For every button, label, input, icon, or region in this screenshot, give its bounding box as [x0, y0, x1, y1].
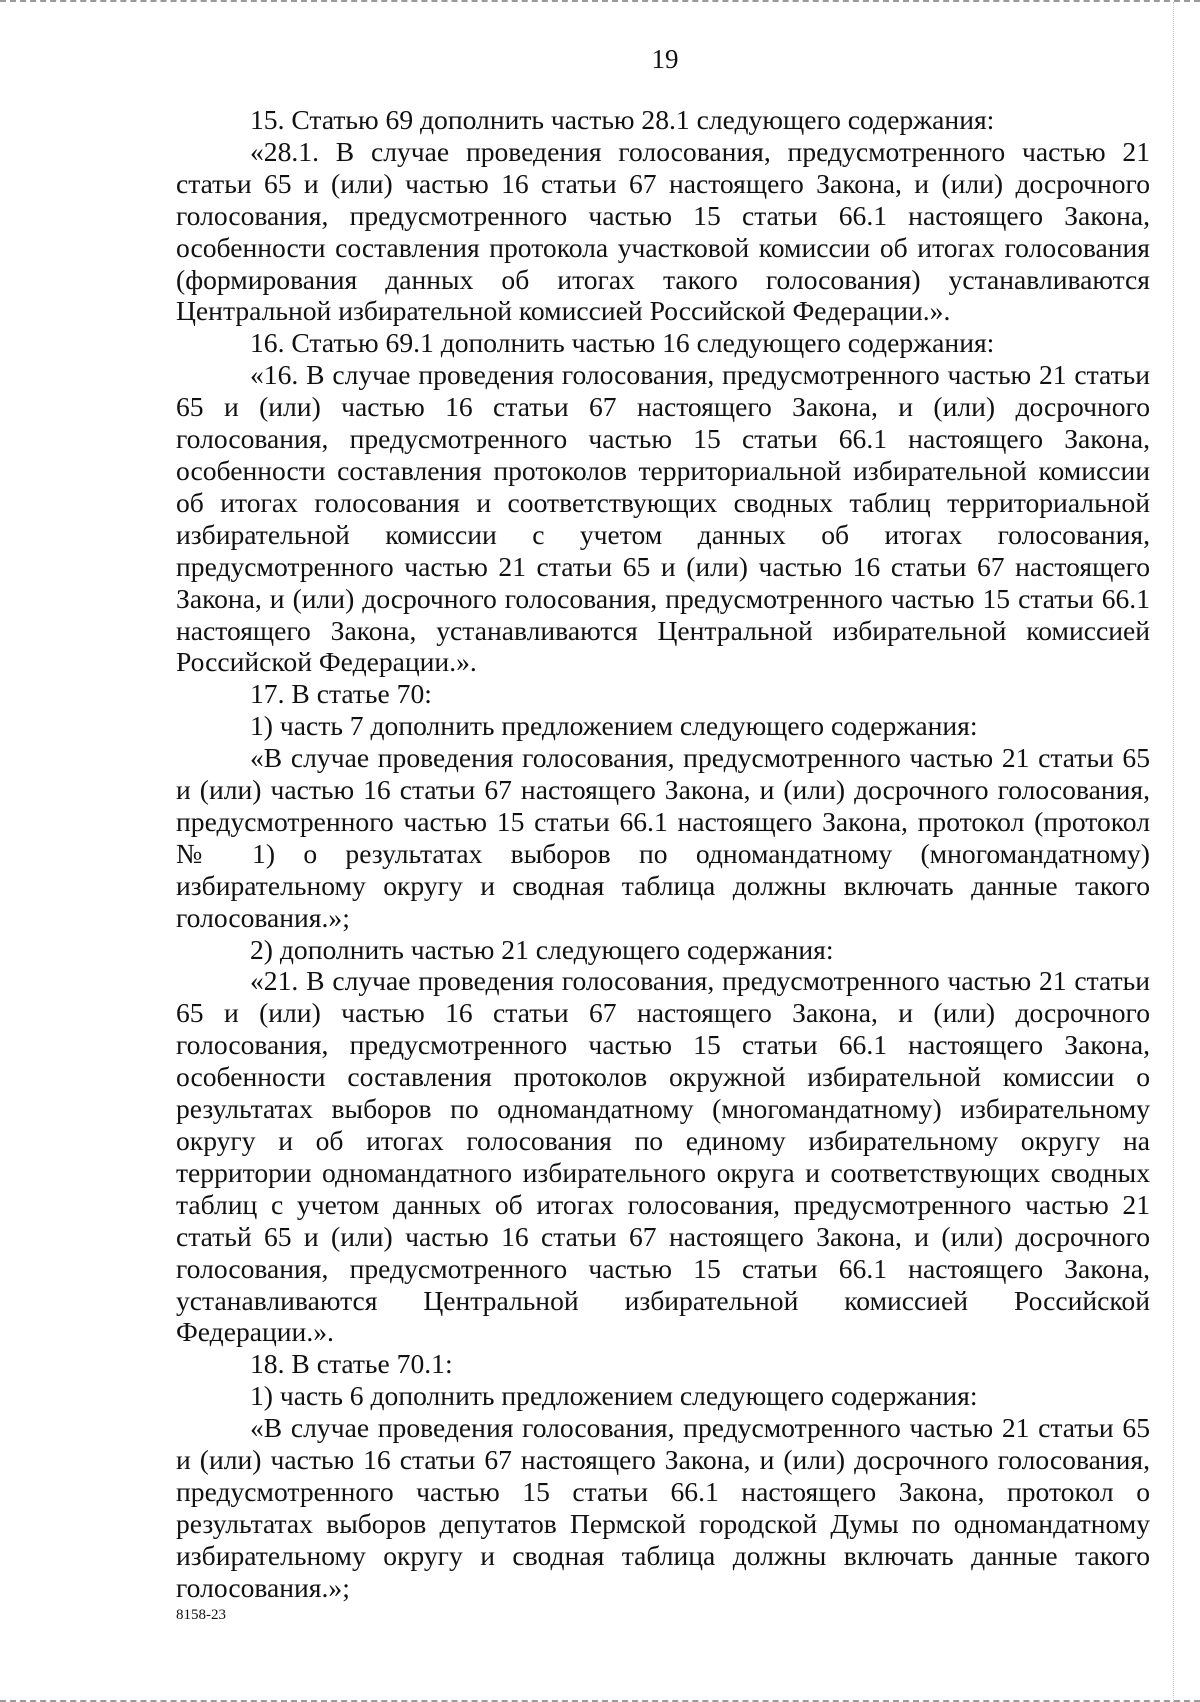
paragraph-quote-21: «21. В случае проведения голосования, предусмотренного частью 21 статьи 65 и (или) частью 16 статьи 67 настоящего Закона, и (или) досрочного голосования, предусмотренного частью 15 статьи 66.1 настоящего Закона, особенности составления протоколов окружной избирательной комиссии о результатах выборов по одномандатному (многомандатному) избирательному округу и об итогах голосования по единому избирательному округу на территории одномандатного избирательного округа и соответствующих сводных таблиц с учетом данных об итогах голосования, предусмотренного частью 21 статьй 65 и (или) частью 16 статьи 67 настоящего Закона, и (или) досрочного голосования, предусмотренного частью 15 статьи 66.1 настоящего Закона, устанавливаются Центральной избирательной комиссией Российской Федерации.».	[176, 965, 1150, 1348]
paragraph-item-18: 18. В статье 70.1:	[250, 1348, 453, 1380]
paragraph-quote-28-1: «28.1. В случае проведения голосования, предусмотренного частью 21 статьи 65 и (или) частью 16 статьи 67 настоящего Закона, и (или) досрочного голосования, предусмотренного частью 15 статьи 66.1 настоящего Закона, особенности составления протокола участковой комиссии об итогах голосования (формирования данных об итогах такого голосования) устанавливаются Центральной избирательной комиссией Российской Федерации.».	[176, 135, 1150, 327]
paragraph-subitem-18-1: 1) часть 6 дополнить предложением следующего содержания:	[250, 1380, 978, 1412]
document-body	[176, 104, 1150, 1604]
paragraph-item-17: 17. В статье 70:	[250, 678, 432, 710]
document-code: 8158-23	[176, 1607, 226, 1623]
paragraph-item-15: 15. Статью 69 дополнить частью 28.1 следующего содержания:	[250, 104, 995, 135]
paragraph-subitem-17-1: 1) часть 7 дополнить предложением следующего содержания:	[250, 710, 978, 742]
paragraph-quote-17-1: «В случае проведения голосования, предусмотренного частью 21 статьи 65 и (или) частью 16 статьи 67 настоящего Закона, и (или) досрочного голосования, предусмотренного частью 15 статьи 66.1 настоящего Закона, протокол (протокол № 1) о результатах выборов по одномандатному (многомандатному) избирательному округу и сводная таблица должны включать данные такого голосования.»;	[176, 742, 1150, 933]
page-number: 19	[651, 44, 679, 74]
scan-edge-line	[1173, 2, 1174, 1702]
paragraph-quote-16: «16. В случае проведения голосования, предусмотренного частью 21 статьи 65 и (или) частью 16 статьи 67 настоящего Закона, и (или) досрочного голосования, предусмотренного частью 15 статьи 66.1 настоящего Закона, особенности составления протоколов территориальной избирательной комиссии об итогах голосования и соответствующих сводных таблиц территориальной избирательной комиссии с учетом данных об итогах голосования, предусмотренного частью 21 статьи 65 и (или) частью 16 статьи 67 настоящего Закона, и (или) досрочного голосования, предусмотренного частью 15 статьи 66.1 настоящего Закона, устанавливаются Центральной избирательной комиссией Российской Федерации.».	[176, 359, 1150, 678]
paragraph-item-16: 16. Статью 69.1 дополнить частью 16 следующего содержания:	[250, 327, 995, 359]
paragraph-subitem-17-2: 2) дополнить частью 21 следующего содержания:	[250, 933, 834, 965]
paragraph-quote-18-1: «В случае проведения голосования, предусмотренного частью 21 статьи 65 и (или) частью 16 статьи 67 настоящего Закона, и (или) досрочного голосования, предусмотренного частью 15 статьи 66.1 настоящего Закона, протокол о результатах выборов депутатов Пермской городской Думы по одномандатному избирательному округу и сводная таблица должны включать данные такого голосования.»;	[176, 1412, 1150, 1603]
